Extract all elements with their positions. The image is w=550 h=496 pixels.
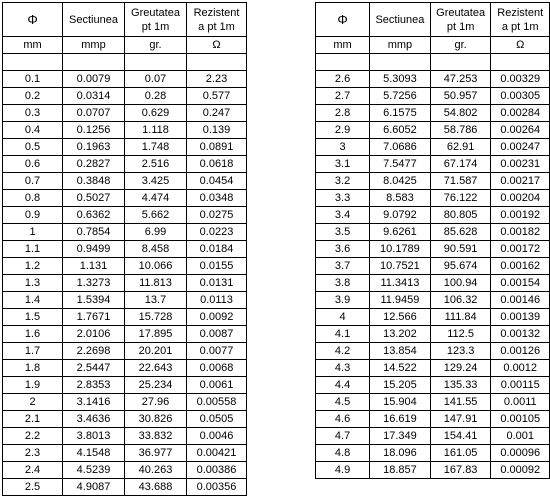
cell-section: 2.5447: [63, 360, 125, 377]
cell-resistance: 0.0155: [187, 258, 247, 275]
cell-weight: 43.688: [125, 479, 187, 496]
wire-table-right-body: [316, 3, 550, 479]
header-resistance-line1: Rezistent: [497, 6, 544, 19]
table-row: [3, 275, 247, 292]
cell-section: 1.131: [63, 258, 125, 275]
cell-weight: 40.263: [125, 462, 187, 479]
wire-table-right: [315, 2, 550, 479]
cell-diameter: 3.1: [316, 156, 370, 173]
cell-diameter: 4.3: [316, 360, 370, 377]
table-row: [316, 428, 550, 445]
cell-diameter: 3.7: [316, 258, 370, 275]
cell-diameter: 2: [3, 394, 63, 411]
cell-section: 3.1416: [63, 394, 125, 411]
cell-weight: 8.458: [125, 241, 187, 258]
cell-diameter: 0.8: [3, 190, 63, 207]
spacer-cell: [187, 54, 247, 71]
cell-diameter: 3.6: [316, 241, 370, 258]
cell-resistance: 0.0131: [187, 275, 247, 292]
table-row: [3, 462, 247, 479]
cell-weight: 0.28: [125, 88, 187, 105]
table-row: [316, 258, 550, 275]
header-resistance: [187, 3, 247, 37]
table-row: [3, 156, 247, 173]
cell-diameter: 3.9: [316, 292, 370, 309]
cell-diameter: 2.2: [3, 428, 63, 445]
cell-section: 0.7854: [63, 224, 125, 241]
cell-resistance: 0.0061: [187, 377, 247, 394]
spacer-cell: [63, 54, 125, 71]
unit-resistance: Ω: [187, 37, 247, 54]
header-resistance: [491, 3, 550, 37]
cell-resistance: 0.00284: [491, 105, 550, 122]
cell-section: 1.5394: [63, 292, 125, 309]
cell-resistance: 0.139: [187, 122, 247, 139]
cell-resistance: 0.00356: [187, 479, 247, 496]
header-resistance-line1: Rezistent: [193, 6, 240, 19]
table-row: [316, 241, 550, 258]
cell-resistance: 0.00192: [491, 207, 550, 224]
table-row: [3, 190, 247, 207]
cell-diameter: 1: [3, 224, 63, 241]
cell-diameter: 3.4: [316, 207, 370, 224]
unit-resistance: Ω: [491, 37, 550, 54]
cell-resistance: 0.0092: [187, 309, 247, 326]
table-row: [316, 309, 550, 326]
cell-section: 0.0314: [63, 88, 125, 105]
table-row: [3, 105, 247, 122]
header-resistance-line2: a pt 1m: [198, 20, 235, 33]
cell-resistance: 0.0087: [187, 326, 247, 343]
cell-resistance: 0.0077: [187, 343, 247, 360]
table-row: [3, 122, 247, 139]
cell-section: 7.0686: [370, 139, 431, 156]
header-diameter: Φ: [316, 3, 370, 37]
cell-section: 4.5239: [63, 462, 125, 479]
cell-section: 0.9499: [63, 241, 125, 258]
cell-weight: 5.662: [125, 207, 187, 224]
cell-diameter: 4.1: [316, 326, 370, 343]
cell-resistance: 0.0068: [187, 360, 247, 377]
cell-resistance: 0.0184: [187, 241, 247, 258]
cell-diameter: 1.6: [3, 326, 63, 343]
cell-section: 11.9459: [370, 292, 431, 309]
table-row: [316, 326, 550, 343]
cell-weight: 17.895: [125, 326, 187, 343]
table-row: [3, 258, 247, 275]
cell-section: 8.583: [370, 190, 431, 207]
table-row: [316, 360, 550, 377]
cell-section: 18.096: [370, 445, 431, 462]
cell-section: 1.7671: [63, 309, 125, 326]
cell-diameter: 0.5: [3, 139, 63, 156]
table-row: [3, 173, 247, 190]
cell-weight: 154.41: [430, 428, 491, 445]
table-row: [316, 377, 550, 394]
table-row: [316, 190, 550, 207]
cell-section: 10.1789: [370, 241, 431, 258]
cell-resistance: 0.00154: [491, 275, 550, 292]
table-row: [3, 411, 247, 428]
cell-section: 8.0425: [370, 173, 431, 190]
cell-section: 3.4636: [63, 411, 125, 428]
table-row: [316, 173, 550, 190]
cell-resistance: 0.00386: [187, 462, 247, 479]
cell-weight: 20.201: [125, 343, 187, 360]
unit-section: mmp: [370, 37, 431, 54]
table-row: [3, 326, 247, 343]
cell-diameter: 2.8: [316, 105, 370, 122]
cell-resistance: 0.0891: [187, 139, 247, 156]
cell-diameter: 1.7: [3, 343, 63, 360]
table-row: [316, 207, 550, 224]
unit-weight: gr.: [125, 37, 187, 54]
cell-weight: 58.786: [430, 122, 491, 139]
cell-diameter: 1.5: [3, 309, 63, 326]
table-row: [3, 71, 247, 88]
cell-diameter: 0.2: [3, 88, 63, 105]
cell-resistance: 0.00231: [491, 156, 550, 173]
unit-section: mmp: [63, 37, 125, 54]
header-weight-line2: pt 1m: [141, 20, 170, 33]
wire-table-left-body: [3, 3, 247, 496]
spacer-row: [316, 54, 550, 71]
cell-diameter: 1.3: [3, 275, 63, 292]
table-row: [3, 445, 247, 462]
table-row: [316, 462, 550, 479]
table-row: [316, 275, 550, 292]
cell-resistance: 0.00146: [491, 292, 550, 309]
cell-diameter: 2.3: [3, 445, 63, 462]
cell-diameter: 3.2: [316, 173, 370, 190]
cell-diameter: 2.4: [3, 462, 63, 479]
spacer-cell: [125, 54, 187, 71]
cell-weight: 161.05: [430, 445, 491, 462]
cell-weight: 3.425: [125, 173, 187, 190]
cell-diameter: 1.8: [3, 360, 63, 377]
cell-section: 0.0079: [63, 71, 125, 88]
cell-resistance: 0.00217: [491, 173, 550, 190]
header-resistance-line2: a pt 1m: [501, 20, 539, 33]
cell-section: 6.1575: [370, 105, 431, 122]
cell-diameter: 3.3: [316, 190, 370, 207]
cell-diameter: 4.8: [316, 445, 370, 462]
cell-resistance: 0.0505: [187, 411, 247, 428]
cell-section: 18.857: [370, 462, 431, 479]
cell-weight: 33.832: [125, 428, 187, 445]
cell-section: 17.349: [370, 428, 431, 445]
cell-diameter: 4: [316, 309, 370, 326]
units-row: [3, 37, 247, 54]
cell-section: 5.7256: [370, 88, 431, 105]
cell-resistance: 0.00329: [491, 71, 550, 88]
cell-resistance: 0.00558: [187, 394, 247, 411]
cell-weight: 90.591: [430, 241, 491, 258]
cell-weight: 129.24: [430, 360, 491, 377]
cell-resistance: 0.0113: [187, 292, 247, 309]
cell-diameter: 3.8: [316, 275, 370, 292]
cell-weight: 80.805: [430, 207, 491, 224]
table-row: [316, 156, 550, 173]
cell-diameter: 2.1: [3, 411, 63, 428]
cell-resistance: 0.00172: [491, 241, 550, 258]
cell-weight: 141.55: [430, 394, 491, 411]
table-row: [3, 224, 247, 241]
cell-section: 13.854: [370, 343, 431, 360]
cell-resistance: 0.00182: [491, 224, 550, 241]
cell-resistance: 0.00096: [491, 445, 550, 462]
units-row: [316, 37, 550, 54]
unit-weight: gr.: [430, 37, 491, 54]
table-row: [316, 88, 550, 105]
cell-weight: 111.84: [430, 309, 491, 326]
cell-diameter: 1.1: [3, 241, 63, 258]
table-row: [3, 241, 247, 258]
cell-diameter: 2.9: [316, 122, 370, 139]
cell-resistance: 0.577: [187, 88, 247, 105]
cell-resistance: 0.00139: [491, 309, 550, 326]
cell-diameter: 1.4: [3, 292, 63, 309]
table-row: [3, 377, 247, 394]
unit-diameter: mm: [316, 37, 370, 54]
cell-diameter: 0.9: [3, 207, 63, 224]
cell-weight: 11.813: [125, 275, 187, 292]
cell-section: 0.6362: [63, 207, 125, 224]
cell-weight: 1.118: [125, 122, 187, 139]
cell-weight: 36.977: [125, 445, 187, 462]
cell-resistance: 0.00105: [491, 411, 550, 428]
cell-section: 9.0792: [370, 207, 431, 224]
cell-section: 0.5027: [63, 190, 125, 207]
table-row: [3, 88, 247, 105]
cell-section: 6.6052: [370, 122, 431, 139]
header-weight-line1: Greutatea: [436, 6, 486, 19]
cell-section: 15.205: [370, 377, 431, 394]
cell-section: 16.619: [370, 411, 431, 428]
cell-weight: 95.674: [430, 258, 491, 275]
spacer-cell: [3, 54, 63, 71]
cell-resistance: 0.00264: [491, 122, 550, 139]
cell-weight: 112.5: [430, 326, 491, 343]
table-row: [316, 292, 550, 309]
table-row: [316, 122, 550, 139]
cell-weight: 1.748: [125, 139, 187, 156]
cell-weight: 47.253: [430, 71, 491, 88]
cell-weight: 15.728: [125, 309, 187, 326]
cell-diameter: 0.7: [3, 173, 63, 190]
cell-diameter: 4.6: [316, 411, 370, 428]
cell-section: 10.7521: [370, 258, 431, 275]
cell-resistance: 0.00126: [491, 343, 550, 360]
cell-diameter: 3: [316, 139, 370, 156]
header-weight-line2: pt 1m: [446, 20, 475, 33]
cell-diameter: 1.9: [3, 377, 63, 394]
cell-weight: 25.234: [125, 377, 187, 394]
spacer-cell: [370, 54, 431, 71]
cell-section: 13.202: [370, 326, 431, 343]
cell-weight: 27.96: [125, 394, 187, 411]
cell-diameter: 4.9: [316, 462, 370, 479]
cell-resistance: 0.0454: [187, 173, 247, 190]
cell-resistance: 0.0046: [187, 428, 247, 445]
cell-diameter: 0.4: [3, 122, 63, 139]
cell-weight: 50.957: [430, 88, 491, 105]
wire-table-left: [2, 2, 247, 496]
cell-diameter: 3.5: [316, 224, 370, 241]
cell-resistance: 0.00421: [187, 445, 247, 462]
table-row: [316, 139, 550, 156]
cell-resistance: 0.00162: [491, 258, 550, 275]
cell-resistance: 0.0618: [187, 156, 247, 173]
table-row: [316, 71, 550, 88]
unit-diameter: mm: [3, 37, 63, 54]
cell-weight: 6.99: [125, 224, 187, 241]
cell-diameter: 4.2: [316, 343, 370, 360]
cell-resistance: 0.001: [491, 428, 550, 445]
cell-weight: 135.33: [430, 377, 491, 394]
cell-section: 7.5477: [370, 156, 431, 173]
cell-diameter: 1.2: [3, 258, 63, 275]
table-row: [316, 394, 550, 411]
cell-resistance: 0.00204: [491, 190, 550, 207]
header-weight: [125, 3, 187, 37]
spacer-cell: [430, 54, 491, 71]
cell-section: 12.566: [370, 309, 431, 326]
cell-section: 11.3413: [370, 275, 431, 292]
cell-weight: 71.587: [430, 173, 491, 190]
cell-diameter: 0.3: [3, 105, 63, 122]
cell-resistance: 0.247: [187, 105, 247, 122]
cell-diameter: 2.5: [3, 479, 63, 496]
cell-section: 0.0707: [63, 105, 125, 122]
cell-weight: 67.174: [430, 156, 491, 173]
cell-section: 9.6261: [370, 224, 431, 241]
table-row: [3, 292, 247, 309]
cell-weight: 100.94: [430, 275, 491, 292]
table-row: [316, 445, 550, 462]
cell-weight: 167.83: [430, 462, 491, 479]
cell-resistance: 0.0223: [187, 224, 247, 241]
cell-resistance: 0.00305: [491, 88, 550, 105]
cell-diameter: 4.5: [316, 394, 370, 411]
cell-weight: 85.628: [430, 224, 491, 241]
cell-section: 1.3273: [63, 275, 125, 292]
table-row: [316, 224, 550, 241]
cell-resistance: 0.00115: [491, 377, 550, 394]
cell-section: 2.8353: [63, 377, 125, 394]
cell-section: 2.2698: [63, 343, 125, 360]
cell-diameter: 4.7: [316, 428, 370, 445]
cell-resistance: 0.00132: [491, 326, 550, 343]
cell-diameter: 2.6: [316, 71, 370, 88]
cell-weight: 30.826: [125, 411, 187, 428]
cell-section: 2.0106: [63, 326, 125, 343]
cell-resistance: 0.00247: [491, 139, 550, 156]
table-row: [3, 428, 247, 445]
spacer-row: [3, 54, 247, 71]
cell-section: 14.522: [370, 360, 431, 377]
cell-weight: 54.802: [430, 105, 491, 122]
header-row: [3, 3, 247, 37]
cell-diameter: 2.7: [316, 88, 370, 105]
cell-resistance: 0.00092: [491, 462, 550, 479]
header-section: Sectiunea: [63, 3, 125, 37]
spacer-cell: [316, 54, 370, 71]
cell-weight: 76.122: [430, 190, 491, 207]
table-row: [3, 139, 247, 156]
cell-diameter: 0.6: [3, 156, 63, 173]
header-row: [316, 3, 550, 37]
header-section: Sectiunea: [370, 3, 431, 37]
table-row: [3, 479, 247, 496]
cell-section: 0.1256: [63, 122, 125, 139]
cell-resistance: 0.0011: [491, 394, 550, 411]
cell-section: 4.9087: [63, 479, 125, 496]
header-diameter: Φ: [3, 3, 63, 37]
spacer-cell: [491, 54, 550, 71]
cell-section: 0.1963: [63, 139, 125, 156]
cell-section: 4.1548: [63, 445, 125, 462]
cell-resistance: 0.0012: [491, 360, 550, 377]
cell-section: 0.3848: [63, 173, 125, 190]
table-row: [316, 105, 550, 122]
cell-weight: 123.3: [430, 343, 491, 360]
cell-weight: 147.91: [430, 411, 491, 428]
table-row: [3, 360, 247, 377]
cell-diameter: 4.4: [316, 377, 370, 394]
cell-weight: 22.643: [125, 360, 187, 377]
cell-weight: 10.066: [125, 258, 187, 275]
table-row: [316, 411, 550, 428]
cell-weight: 106.32: [430, 292, 491, 309]
cell-section: 5.3093: [370, 71, 431, 88]
cell-resistance: 0.0348: [187, 190, 247, 207]
header-weight-line1: Greutatea: [131, 6, 180, 19]
cell-weight: 13.7: [125, 292, 187, 309]
cell-weight: 0.07: [125, 71, 187, 88]
table-row: [316, 343, 550, 360]
cell-section: 15.904: [370, 394, 431, 411]
cell-resistance: 2.23: [187, 71, 247, 88]
cell-section: 0.2827: [63, 156, 125, 173]
cell-weight: 4.474: [125, 190, 187, 207]
table-row: [3, 343, 247, 360]
cell-weight: 62.91: [430, 139, 491, 156]
table-row: [3, 394, 247, 411]
table-row: [3, 309, 247, 326]
cell-weight: 2.516: [125, 156, 187, 173]
header-weight: [430, 3, 491, 37]
cell-section: 3.8013: [63, 428, 125, 445]
cell-resistance: 0.0275: [187, 207, 247, 224]
cell-diameter: 0.1: [3, 71, 63, 88]
cell-weight: 0.629: [125, 105, 187, 122]
table-row: [3, 207, 247, 224]
